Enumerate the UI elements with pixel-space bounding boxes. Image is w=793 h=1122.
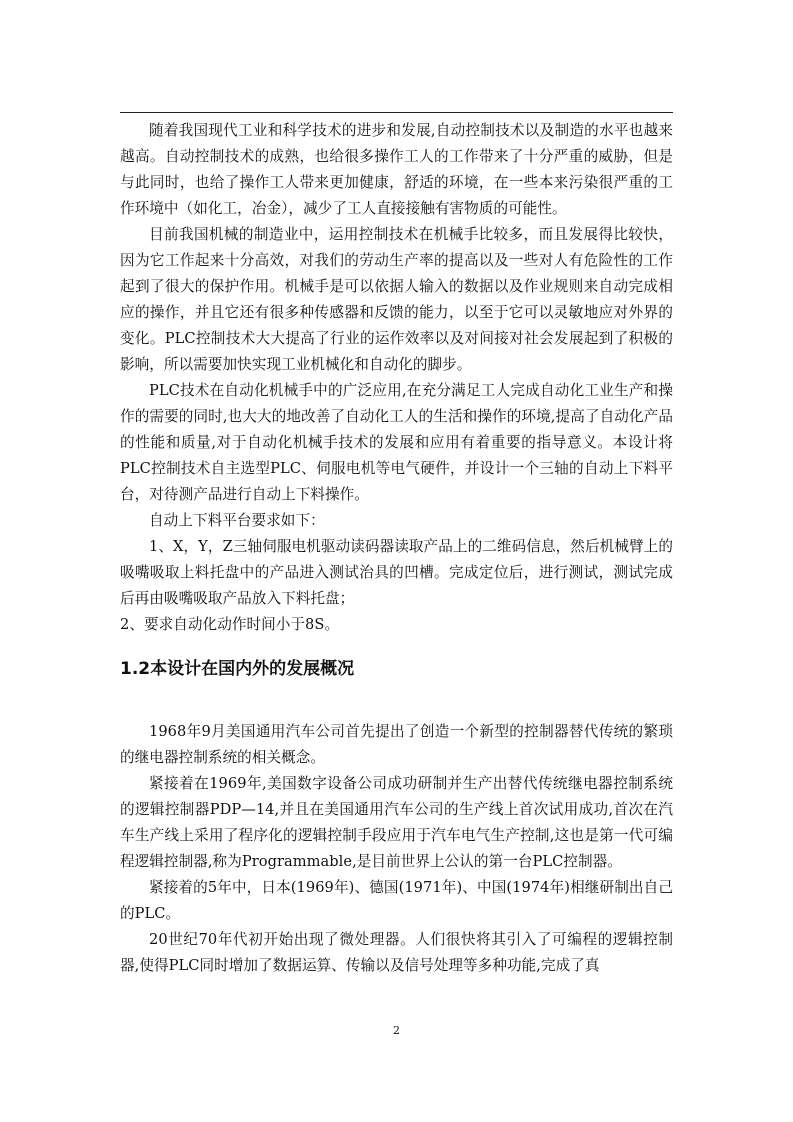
header-rule [120,112,673,113]
section-heading-1-2: 1.2本设计在国内外的发展概况 [120,659,355,679]
paragraph-platform-requirements-intro: 自动上下料平台要求如下： [149,512,325,529]
body-text [120,118,673,979]
paragraph-microprocessor: 20世纪70年代初开始出现了微处理器。人们很快将其引入了可编程的逻辑控制器,使得PLC同时增加了数据运算、传输以及信号处理等多种功能,完成了真 [120,931,673,974]
paragraph-pdp14-1969: 紧接着在1969年,美国数字设备公司成功研制并生产出替代传统继电器控制系统的逻辑控制器PDP—14,并且在美国通用汽车公司的生产线上首次试用成功,首次在汽车生产线上采用了程序化的逻辑控制手段应用于汽车电气生产控制,这也是第一代可编程逻辑控制器,称为Programmable,是目前世界上公认的第一台PLC控制器。 [120,775,673,870]
paragraph-gm-1968: 1968年9月美国通用汽车公司首先提出了创造一个新型的控制器替代传统的繁琐的继电器控制系统的相关概念。 [120,723,673,766]
requirement-item-2: 2、要求自动化动作时间小于8S。 [120,616,340,633]
paragraph-manipulator-status: 目前我国机械的制造业中，运用控制技术在机械手比较多，而且发展得比较快，因为它工作起来十分高效，对我们的劳动生产率的提高以及一些对人有危险性的工作起到了很大的保护作用。机械手是可以依据人输入的数据以及作业规则来自动完成相应的操作，并且它还有很多种传感器和反馈的能力，以至于它可以灵敏地应对外界的变化。PLC控制技术大大提高了行业的运作效率以及对间接对社会发展起到了积极的影响，所以需要加快实现工业机械化和自动化的脚步。 [120,226,673,373]
paragraph-countries-plc: 紧接着的5年中，日本(1969年)、德国(1971年)、中国(1974年)相继研制出自己的PLC。 [120,879,673,922]
requirement-item-1: 1、X，Y，Z三轴伺服电机驱动读码器读取产品上的二维码信息，然后机械臂上的吸嘴吸取上料托盘中的产品进入测试治具的凹槽。完成定位后，进行测试，测试完成后再由吸嘴吸取产品放入下料托盘； [120,538,673,607]
paragraph-plc-significance: PLC技术在自动化机械手中的广泛应用,在充分满足工人完成自动化工业生产和操作的需要的同时,也大大的地改善了自动化工人的生活和操作的环境,提高了自动化产品的性能和质量,对于自动化机械手技术的发展和应用有着重要的指导意义。本设计将PLC控制技术自主选型PLC、伺服电机等电气硬件，并设计一个三轴的自动上下料平台，对待测产品进行自动上下料操作。 [120,382,673,503]
paragraph-automation-background: 随着我国现代工业和科学技术的进步和发展,自动控制技术以及制造的水平也越来越高。自动控制技术的成熟，也给很多操作工人的工作带来了十分严重的威胁，但是与此同时，也给了操作工人带来更加健康，舒适的环境，在一些本来污染很严重的工作环境中（如化工，冶金），减少了工人直接接触有害物质的可能性。 [120,122,673,217]
page-number: 2 [393,1024,400,1037]
